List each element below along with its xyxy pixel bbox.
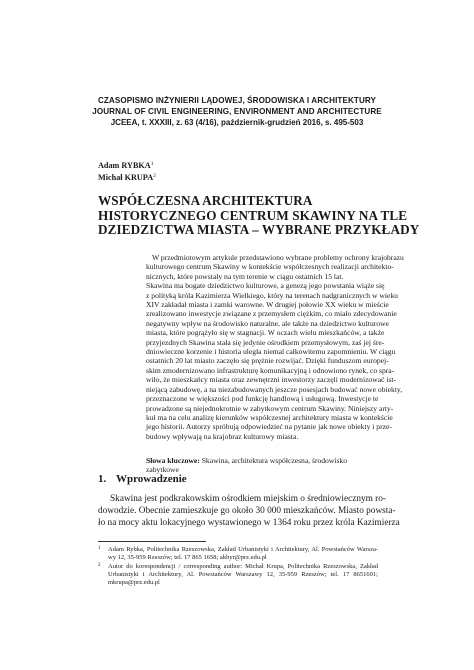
abstract-line: ostatnich 20 lat miasto zaczęło się prężnie rozwijać. Dzięki funduszom europej- xyxy=(146,356,389,366)
authors xyxy=(98,159,156,183)
abstract-line: niejącą zabudowę, a na niezabudowanych jeszcze posesjach budować nowe obiekty, xyxy=(146,384,403,394)
abstract-line: przyjezdnych Skawina stała się jedynie ośrodkiem przemysłowym, zaś jej śre- xyxy=(146,337,385,347)
abstract-line: Skawina ma bogate dziedzictwo kulturowe, a genezą jego powstania wiąże się xyxy=(146,281,385,291)
abstract-line: przeznaczone w większości pod funkcję handlową i usługową. Inwestycje te xyxy=(146,394,379,404)
abstract-line: miasta, które pogrążyło się w stagnacji. W oczach wielu mieszkańców, a także xyxy=(146,328,385,338)
abstract-line: negatywny wpływ na środowisko naturalne, ale także na dziedzictwo kulturowe xyxy=(146,318,389,328)
abstract-line: wiło, że mieszkańcy miasta oraz zewnętrzni inwestorzy zaczęli modernizować ist- xyxy=(146,375,397,385)
footnote-mark: 2 xyxy=(98,562,101,568)
author xyxy=(98,159,156,171)
abstract-line: kulturowego centrum Skawiny w kontekście współczesnych realizacji architekto- xyxy=(146,262,394,272)
author xyxy=(98,171,156,183)
journal-header xyxy=(0,96,474,129)
paper-title xyxy=(98,194,428,238)
title-line: HISTORYCZNEGO CENTRUM SKAWINY NA TLE xyxy=(98,207,408,223)
abstract-line: zrealizowano inwestycje związane z przemysłem ciężkim, co miało zdecydowanie xyxy=(146,309,397,319)
keywords xyxy=(146,456,378,475)
abstract-line: z polityką króla Kazimierza Wielkiego, który na terenach nadgranicznych w wieku xyxy=(146,290,398,300)
abstract-line: W przedmiotowym artykule przedstawiono wybrane problemy ochrony krajobrazu xyxy=(152,253,404,262)
abstract-line: XIV zakładał miasta i zamki warowne. W drugiej połowie XX wieku w mieście xyxy=(146,300,389,310)
footnote-line: mkrupa@prz.edu.pl xyxy=(108,579,160,587)
footnote xyxy=(98,563,378,587)
footnote-line: Autor do korespondencji / corresponding author: Michał Krupa, Politechnika Rzeszowska, Zakład xyxy=(108,562,378,570)
abstract-line: jego historii. Autorzy spróbują odpowiedzieć na pytanie jak nowe obiekty i prze- xyxy=(146,422,392,432)
footnote-line: Urbanistyki i Architektury, Al. Powstańców Warszawy 12, 35-959 Rzeszów; tel. 17 8651691; xyxy=(108,570,378,578)
abstract-line: skim zmodernizowano infrastrukturę komunikacyjną i odnowiono rynek, co spra- xyxy=(146,365,395,375)
footnotes xyxy=(98,546,378,588)
journal-name-polish: CZASOPISMO INŻYNIERII LĄDOWEJ, ŚRODOWISKA I ARCHITEKTURY xyxy=(97,96,377,105)
section-heading xyxy=(98,473,187,486)
author-name: Michał KRUPA xyxy=(98,173,154,182)
keywords-label: Słowa kluczowe: xyxy=(146,456,200,465)
section-number: 1. xyxy=(98,473,107,485)
body-line: ło na mocy aktu lokacyjnego wystawionego w 1364 roku przez króla Kazimierza xyxy=(98,518,400,529)
body-line: Skawina jest podkrakowskim ośrodkiem miejskim o średniowiecznym ro- xyxy=(110,494,387,504)
footnote-line: wy 12, 35-959 Rzeszów; tel. 17 865 1658; akbyr@prz.edu.pl xyxy=(108,554,267,562)
footnote-mark: 1 xyxy=(98,546,101,551)
title-line: DZIEDZICTWA MIASTA – WYBRANE PRZYKŁADY xyxy=(98,222,420,237)
journal-citation: JCEEA, t. XXXIII, z. 63 (4/16), październik-grudzień 2016, s. 495-503 xyxy=(110,118,364,127)
abstract-line: kuł ma na celu analizę kierunków współczesnej architektury miasta w kontekście xyxy=(146,412,393,422)
abstract-line: nicznych, które powstały na tym terenie w ciągu ostatnich 15 lat. xyxy=(146,271,344,281)
title-line: WSPÓŁCZESNA ARCHITEKTURA xyxy=(98,193,313,208)
author-name: Adam RYBKA xyxy=(98,161,151,170)
abstract-line: budowy wpływają na krajobraz kulturowy miasta. xyxy=(146,431,299,441)
section-title: Wprowadzenie xyxy=(116,473,187,485)
abstract-line: prowadzone są niejednokrotnie w zabytkowym centrum Skawiny. Niniejszy arty- xyxy=(146,403,394,413)
abstract xyxy=(146,253,404,441)
keywords-text: Skawina, architektura współczesna, środowisko zabytkowe xyxy=(146,456,348,475)
abstract-line: dniowieczne korzenie i historia uległa niemal całkowitemu zapomnieniu. W ciągu xyxy=(146,347,396,357)
journal-name-english: JOURNAL OF CIVIL ENGINEERING, ENVIRONMENT AND ARCHITECTURE xyxy=(92,106,382,116)
footnote-line: Adam Rybka, Politechnika Rzeszowska, Zakład Urbanistyki i Architektury, Al. Powstańców Warsza- xyxy=(108,546,378,553)
body-line: dowodzie. Obecnie zamieszkuje go około 30 000 mieszkańców. Miasto powsta- xyxy=(98,506,396,517)
body-text xyxy=(98,493,400,529)
footnote-divider xyxy=(98,541,206,542)
author-footnote-mark: 1 xyxy=(150,161,154,167)
footnote xyxy=(98,546,378,562)
author-footnote-mark: 2 xyxy=(153,173,156,179)
